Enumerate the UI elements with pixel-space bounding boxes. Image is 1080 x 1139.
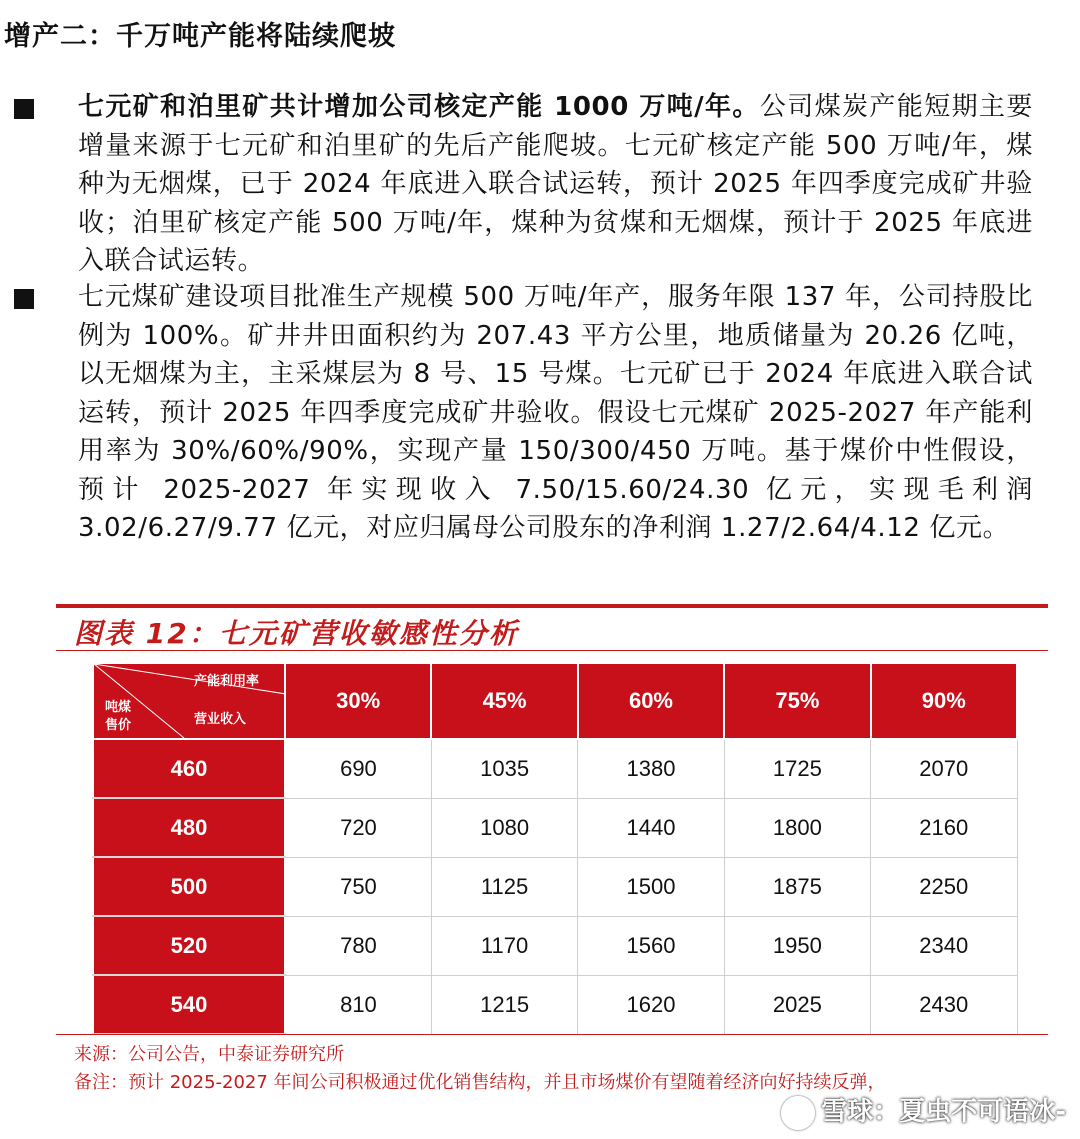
corner-revenue-label: 营业收入 xyxy=(194,711,247,726)
row-header-price: 480 xyxy=(93,798,285,857)
table-cell: 750 xyxy=(285,857,431,916)
table-cell: 2070 xyxy=(871,739,1017,798)
paragraph-1-bold: 七元矿和泊里矿共计增加公司核定产能 1000 万吨/年。 xyxy=(78,92,760,122)
source-rule xyxy=(56,1034,1048,1035)
table-cell: 810 xyxy=(285,975,431,1034)
table-cell: 2250 xyxy=(871,857,1017,916)
column-header: 75% xyxy=(724,663,870,739)
table-cell: 1950 xyxy=(724,916,870,975)
row-header-price: 540 xyxy=(93,975,285,1034)
watermark-text: 雪球：夏虫不可语冰- xyxy=(821,1097,1066,1127)
table-row xyxy=(93,916,1017,975)
table-cell: 2025 xyxy=(724,975,870,1034)
paragraph-2-text: 七元煤矿建设项目批准生产规模 500 万吨/年产，服务年限 137 年，公司持股比例为 100%。矿井井田面积约为 207.43 平方公里，地质储量为 20.26 亿吨，以无烟煤为主，主采煤层为 8 号、15 号煤。七元矿已于 2024 年底进入联合试运转，预计 2025 年四季度完成矿井验收。假设七元煤矿 2025-2027 年产能利用率为 30%/60%/90%，实现产量 150/300/450 万吨。基于煤价中性假设，预计 2025-2027 年实现收入 7.50/15.60/24.30 亿元，实现毛利润 3.02/6.27/9.77 亿元，对应归属母公司股东的净利润 1.27/2.64/4.12 亿元。 xyxy=(78,282,1033,543)
snowball-logo-icon xyxy=(781,1096,815,1130)
table-cell: 1800 xyxy=(724,798,870,857)
chart-title-rule xyxy=(56,650,1048,651)
table-cell: 1440 xyxy=(578,798,724,857)
note-text: 备注：预计 2025-2027 年间公司积极通过优化销售结构，并且市场煤价有望随着经济向好持续反弹， xyxy=(74,1072,886,1093)
table-cell: 780 xyxy=(285,916,431,975)
row-header-price: 460 xyxy=(93,739,285,798)
column-header: 60% xyxy=(578,663,724,739)
paragraph-1 xyxy=(78,88,1033,281)
table-cell: 1875 xyxy=(724,857,870,916)
table-cell: 1620 xyxy=(578,975,724,1034)
table-cell: 720 xyxy=(285,798,431,857)
table-cell: 2160 xyxy=(871,798,1017,857)
table-row xyxy=(93,798,1017,857)
row-header-price: 500 xyxy=(93,857,285,916)
corner-utilization-label: 产能利用率 xyxy=(194,673,260,688)
column-header: 30% xyxy=(285,663,431,739)
table-cell: 1125 xyxy=(431,857,577,916)
table-row xyxy=(93,857,1017,916)
sensitivity-table xyxy=(92,662,1018,1035)
column-header: 45% xyxy=(431,663,577,739)
bullet-marker xyxy=(14,99,34,119)
table-header-row xyxy=(93,663,1017,739)
bullet-marker xyxy=(14,289,34,309)
table-cell: 1080 xyxy=(431,798,577,857)
table-cell: 2430 xyxy=(871,975,1017,1034)
chart-title: 图表 12：七元矿营收敏感性分析 xyxy=(74,617,519,650)
chart-top-rule xyxy=(56,604,1048,608)
watermark xyxy=(781,1091,1066,1130)
table-cell: 1215 xyxy=(431,975,577,1034)
column-header: 90% xyxy=(871,663,1017,739)
table-corner-cell xyxy=(93,663,285,739)
table-cell: 1560 xyxy=(578,916,724,975)
paragraph-1-text: 公司煤炭产能短期主要增量来源于七元矿和泊里矿的先后产能爬坡。七元矿核定产能 500 万吨/年，煤种为无烟煤，已于 2024 年底进入联合试运转，预计 2025 年四季度完成矿井验收；泊里矿核定产能 500 万吨/年，煤种为贫煤和无烟煤，预计于 2025 年底进入联合试运转。 xyxy=(78,92,1033,276)
table-cell: 2340 xyxy=(871,916,1017,975)
table-cell: 1035 xyxy=(431,739,577,798)
table-cell: 1725 xyxy=(724,739,870,798)
source-text: 来源：公司公告，中泰证券研究所 xyxy=(74,1044,344,1065)
table-row xyxy=(93,975,1017,1034)
row-header-price: 520 xyxy=(93,916,285,975)
table-row xyxy=(93,739,1017,798)
section-heading: 增产二：千万吨产能将陆续爬坡 xyxy=(4,21,396,52)
table-cell: 690 xyxy=(285,739,431,798)
table-cell: 1170 xyxy=(431,916,577,975)
table-cell: 1500 xyxy=(578,857,724,916)
table-cell: 1380 xyxy=(578,739,724,798)
paragraph-2 xyxy=(78,278,1033,548)
corner-price-label: 吨煤售价 xyxy=(104,699,131,732)
